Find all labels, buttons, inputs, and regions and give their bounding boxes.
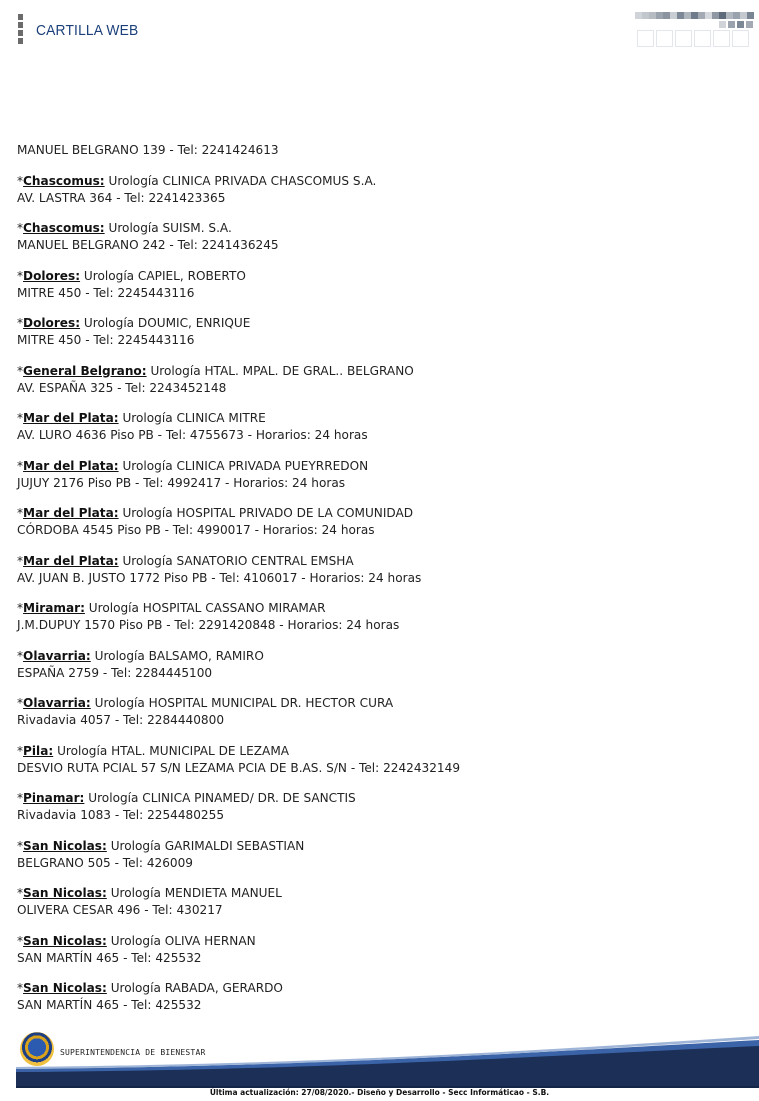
provider-entry	[17, 363, 742, 397]
provider-line: *San Nicolas: Urología GARIMALDI SEBASTIAN	[17, 838, 305, 853]
provider-address: SAN MARTÍN 465 - Tel: 425532	[17, 950, 202, 965]
decoration-dot	[635, 12, 642, 19]
provider-name: Urología SUISM. S.A.	[108, 221, 232, 235]
provider-entry	[17, 838, 742, 872]
location-label: Pinamar:	[23, 791, 85, 805]
decoration-dot	[677, 12, 684, 19]
provider-entry	[17, 933, 742, 967]
decoration-square	[656, 30, 673, 47]
decoration-dot	[670, 12, 677, 19]
bienestar-logo	[20, 1032, 54, 1066]
decoration-square	[675, 30, 692, 47]
provider-entry	[17, 458, 742, 492]
provider-line: *San Nicolas: Urología OLIVA HERNAN	[17, 933, 256, 948]
provider-name: Urología RABADA, GERARDO	[110, 981, 283, 995]
provider-address: MANUEL BELGRANO 242 - Tel: 2241436245	[17, 238, 279, 252]
provider-line: *Olavarria: Urología BALSAMO, RAMIRO	[17, 648, 264, 663]
provider-entry	[17, 600, 742, 634]
provider-address: BELGRANO 505 - Tel: 426009	[17, 855, 193, 870]
provider-address: MITRE 450 - Tel: 2245443116	[17, 285, 195, 300]
location-label: Olavarria:	[23, 648, 91, 663]
provider-entry	[17, 410, 742, 444]
decoration-dot	[733, 12, 740, 19]
decoration-dot	[712, 12, 719, 19]
provider-name: Urología CLINICA PRIVADA PUEYRREDON	[122, 458, 369, 473]
decoration-dot	[726, 12, 733, 19]
location-label: Mar del Plata:	[23, 553, 119, 568]
location-label: San Nicolas:	[23, 886, 107, 900]
provider-address: ESPAÑA 2759 - Tel: 2284445100	[17, 665, 213, 680]
provider-name: Urología CLINICA PRIVADA CHASCOMUS S.A.	[108, 173, 377, 188]
provider-line: *Pila: Urología HTAL. MUNICIPAL DE LEZAMA	[17, 743, 290, 758]
provider-entry	[17, 220, 742, 254]
decoration-dot	[737, 21, 744, 28]
location-label: San Nicolas:	[23, 981, 107, 995]
provider-address: Rivadavia 4057 - Tel: 2284440800	[17, 713, 225, 727]
provider-name: Urología SANATORIO CENTRAL EMSHA	[122, 553, 354, 568]
provider-line: *Chascomus: Urología CLINICA PRIVADA CHASCOMUS S.A.	[17, 173, 377, 188]
decoration-dot	[747, 12, 754, 19]
location-label: Dolores:	[23, 268, 81, 283]
provider-name: Urología MENDIETA MANUEL	[110, 886, 282, 900]
decoration-dot	[728, 21, 735, 28]
provider-address: OLIVERA CESAR 496 - Tel: 430217	[17, 903, 223, 917]
provider-address: AV. ESPAÑA 325 - Tel: 2243452148	[17, 380, 227, 395]
provider-line: *Mar del Plata: Urología CLINICA PRIVADA PUEYRREDON	[17, 458, 369, 473]
provider-line: *Pinamar: Urología CLINICA PINAMED/ DR. DE SANCTIS	[17, 791, 356, 805]
provider-address: AV. JUAN B. JUSTO 1772 Piso PB - Tel: 4106017 - Horarios: 24 horas	[17, 570, 422, 585]
provider-line: *Mar del Plata: Urología CLINICA MITRE	[17, 411, 266, 425]
decoration-dot	[684, 12, 691, 19]
decoration-dot	[656, 12, 663, 19]
decoration-dot	[691, 12, 698, 19]
provider-line: *San Nicolas: Urología MENDIETA MANUEL	[17, 886, 282, 900]
decoration-dot	[740, 12, 747, 19]
location-label: Mar del Plata:	[23, 506, 119, 520]
provider-name: Urología HTAL. MUNICIPAL DE LEZAMA	[57, 743, 290, 758]
location-label: Chascomus:	[23, 173, 105, 188]
provider-entry	[17, 268, 742, 302]
provider-name: Urología DOUMIC, ENRIQUE	[83, 316, 251, 330]
provider-address: AV. LASTRA 364 - Tel: 2241423365	[17, 190, 226, 205]
location-label: General Belgrano:	[23, 363, 147, 378]
decoration-dot	[698, 12, 705, 19]
location-label: Chascomus:	[23, 221, 105, 235]
provider-line: *General Belgrano: Urología HTAL. MPAL. DE GRAL.. BELGRANO	[17, 363, 414, 378]
organization-name: SUPERINTENDENCIA DE BIENESTAR	[60, 1048, 206, 1057]
provider-list	[17, 142, 742, 1028]
provider-line: *Mar del Plata: Urología SANATORIO CENTRAL EMSHA	[17, 553, 354, 568]
decoration-dot	[719, 21, 726, 28]
provider-address: J.M.DUPUY 1570 Piso PB - Tel: 2291420848 - Horarios: 24 horas	[17, 618, 400, 632]
provider-line: *Mar del Plata: Urología HOSPITAL PRIVADO DE LA COMUNIDAD	[17, 506, 414, 520]
decoration-dot	[705, 12, 712, 19]
decoration-dot	[642, 12, 649, 19]
continued-address: MANUEL BELGRANO 139 - Tel: 2241424613	[17, 143, 279, 157]
provider-name: Urología HOSPITAL MUNICIPAL DR. HECTOR CURA	[94, 696, 394, 710]
provider-entry	[17, 980, 742, 1014]
provider-entry	[17, 790, 742, 824]
location-label: San Nicolas:	[23, 838, 107, 853]
location-label: Dolores:	[23, 316, 81, 330]
location-label: Mar del Plata:	[23, 458, 119, 473]
decoration-square	[694, 30, 711, 47]
provider-name: Urología CAPIEL, ROBERTO	[83, 268, 246, 283]
decoration-dot	[649, 12, 656, 19]
provider-line: *Dolores: Urología DOUMIC, ENRIQUE	[17, 316, 251, 330]
header-decoration	[635, 12, 759, 48]
provider-address: Rivadavia 1083 - Tel: 2254480255	[17, 808, 225, 822]
location-label: Mar del Plata:	[23, 411, 119, 425]
provider-entry	[17, 173, 742, 207]
provider-entry	[17, 648, 742, 682]
provider-address: MITRE 450 - Tel: 2245443116	[17, 333, 195, 347]
provider-name: Urología BALSAMO, RAMIRO	[94, 648, 264, 663]
decoration-dot	[719, 12, 726, 19]
provider-entry	[17, 743, 742, 777]
provider-entry	[17, 315, 742, 349]
provider-name: Urología HOSPITAL CASSANO MIRAMAR	[88, 601, 326, 615]
provider-address: AV. LURO 4636 Piso PB - Tel: 4755673 - Horarios: 24 horas	[17, 428, 368, 442]
location-label: Miramar:	[23, 601, 85, 615]
page-header	[0, 0, 759, 60]
provider-line: *Chascomus: Urología SUISM. S.A.	[17, 221, 232, 235]
decoration-square	[637, 30, 654, 47]
decoration-dot	[746, 21, 753, 28]
provider-name: Urología HOSPITAL PRIVADO DE LA COMUNIDAD	[122, 506, 414, 520]
decoration-square	[732, 30, 749, 47]
decoration-dot	[663, 12, 670, 19]
location-label: San Nicolas:	[23, 933, 107, 948]
provider-line: *Dolores: Urología CAPIEL, ROBERTO	[17, 268, 246, 283]
footer-wave	[16, 1030, 759, 1088]
location-label: Pila:	[23, 743, 54, 758]
provider-address: JUJUY 2176 Piso PB - Tel: 4992417 - Horarios: 24 horas	[17, 475, 346, 490]
provider-entry	[17, 505, 742, 539]
provider-entry	[17, 695, 742, 729]
location-label: Olavarria:	[23, 696, 91, 710]
provider-name: Urología GARIMALDI SEBASTIAN	[110, 838, 305, 853]
provider-line: *San Nicolas: Urología RABADA, GERARDO	[17, 981, 283, 995]
provider-entry	[17, 553, 742, 587]
provider-name: Urología CLINICA PINAMED/ DR. DE SANCTIS	[88, 791, 356, 805]
provider-name: Urología OLIVA HERNAN	[110, 933, 256, 948]
page-footer	[16, 1030, 759, 1088]
header-accent-bar	[18, 14, 23, 46]
provider-line: *Olavarria: Urología HOSPITAL MUNICIPAL DR. HECTOR CURA	[17, 696, 394, 710]
provider-address: DESVIO RUTA PCIAL 57 S/N LEZAMA PCIA DE B.AS. S/N - Tel: 2242432149	[17, 760, 461, 775]
provider-address: SAN MARTÍN 465 - Tel: 425532	[17, 998, 202, 1012]
provider-address: CÓRDOBA 4545 Piso PB - Tel: 4990017 - Horarios: 24 horas	[17, 523, 375, 537]
provider-entry	[17, 885, 742, 919]
page-title: CARTILLA WEB	[36, 22, 139, 39]
provider-name: Urología HTAL. MPAL. DE GRAL.. BELGRANO	[150, 363, 414, 378]
last-updated-note: Última actualización: 27/08/2020.- Diseño y Desarrollo - Secc Informáticao - S.B.	[209, 1088, 550, 1097]
decoration-square	[713, 30, 730, 47]
provider-name: Urología CLINICA MITRE	[122, 411, 266, 425]
provider-line: *Miramar: Urología HOSPITAL CASSANO MIRAMAR	[17, 601, 326, 615]
